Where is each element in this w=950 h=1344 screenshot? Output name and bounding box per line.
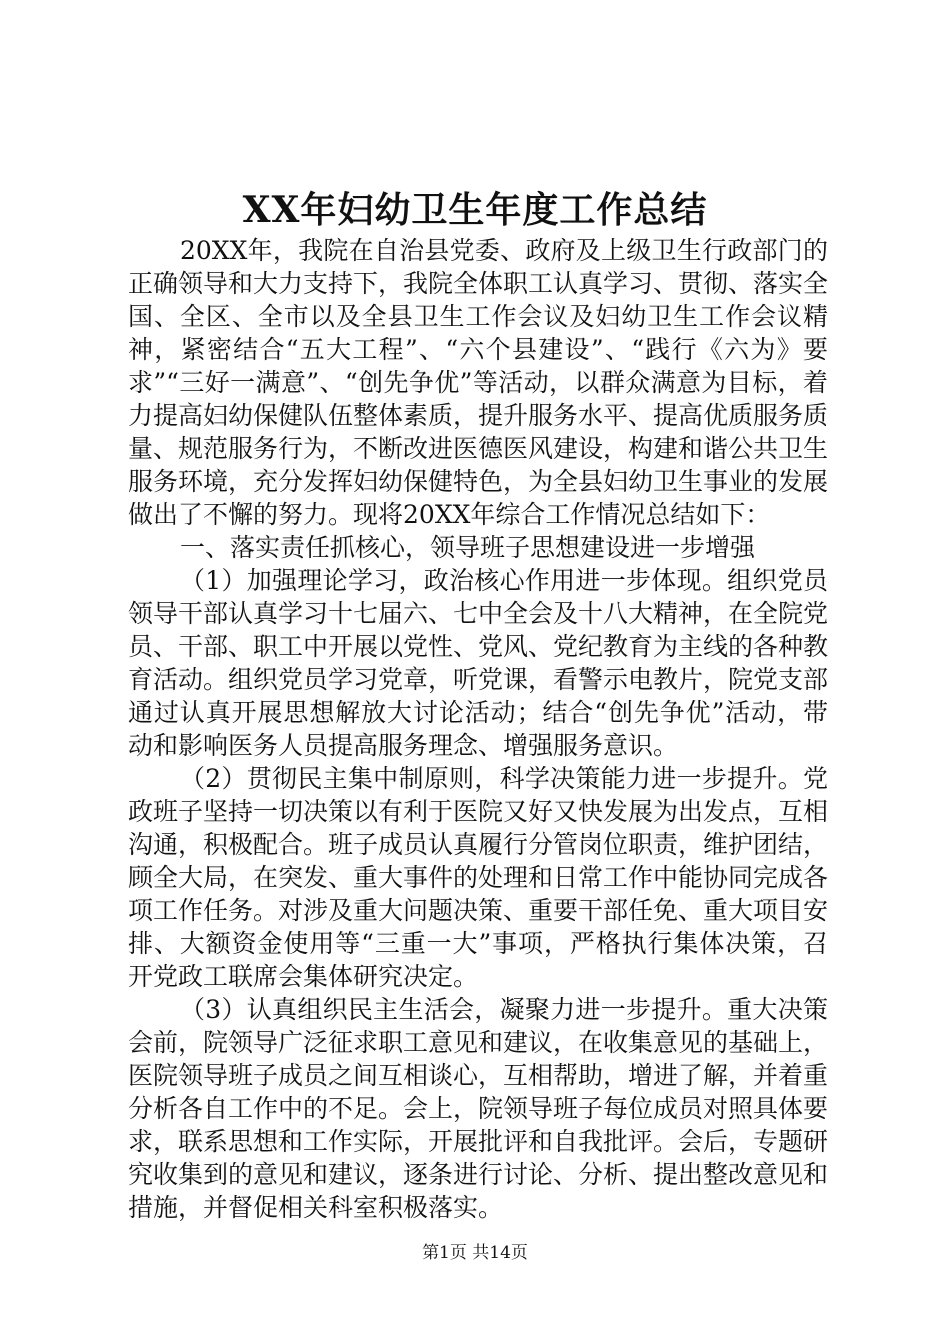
paragraph-intro: 20XX年，我院在自治县党委、政府及上级卫生行政部门的正确领导和大力支持下，我院全体职工认真学习、贯彻、落实全国、全区、全市以及全县卫生工作会议及妇幼卫生工作会议精神，紧密结合“五大工程”、“六个县建设”、“践行《六为》要求”“三好一满意”、“创先争优”等活动，以群众满意为目标，着力提高妇幼保健队伍整体素质，提升服务水平、提高优质服务质量、规范服务行为，不断改进医德医风建设，构建和谐公共卫生服务环境，充分发挥妇幼保健特色，为全县妇幼卫生事业的发展做出了不懈的努力。现将20XX年综合工作情况总结如下：: [128, 236, 829, 529]
paragraph-item-3: （3）认真组织民主生活会，凝聚力进一步提升。重大决策会前，院领导广泛征求职工意见和建议，在收集意见的基础上，医院领导班子成员之间互相谈心，互相帮助，增进了解，并着重分析各自工作中的不足。会上，院领导班子每位成员对照具体要求，联系思想和工作实际，开展批评和自我批评。会后，专题研究收集到的意见和建议，逐条进行讨论、分析、提出整改意见和措施，并督促相关科室积极落实。: [128, 995, 829, 1222]
document-body: [128, 234, 828, 1224]
document-title: XX年妇幼卫生年度工作总结: [242, 189, 708, 231]
page-footer: 第1页 共14页: [422, 1243, 528, 1263]
section-heading: 一、落实责任抓核心，领导班子思想建设进一步增强: [180, 533, 756, 562]
paragraph-item-1: （1）加强理论学习，政治核心作用进一步体现。组织党员领导干部认真学习十七届六、七中全会及十八大精神，在全院党员、干部、职工中开展以党性、党风、党纪教育为主线的各种教育活动。组织党员学习党章，听党课，看警示电教片，院党支部通过认真开展思想解放大讨论活动；结合“创先争优”活动，带动和影响医务人员提高服务理念、增强服务意识。: [128, 566, 829, 760]
paragraph-item-2: （2）贯彻民主集中制原则，科学决策能力进一步提升。党政班子坚持一切决策以有利于医院又好又快发展为出发点，互相沟通，积极配合。班子成员认真履行分管岗位职责，维护团结，顾全大局，在突发、重大事件的处理和日常工作中能协同完成各项工作任务。对涉及重大问题决策、重要干部任免、重大项目安排、大额资金使用等“三重一大”事项，严格执行集体决策，召开党政工联席会集体研究决定。: [128, 764, 829, 991]
